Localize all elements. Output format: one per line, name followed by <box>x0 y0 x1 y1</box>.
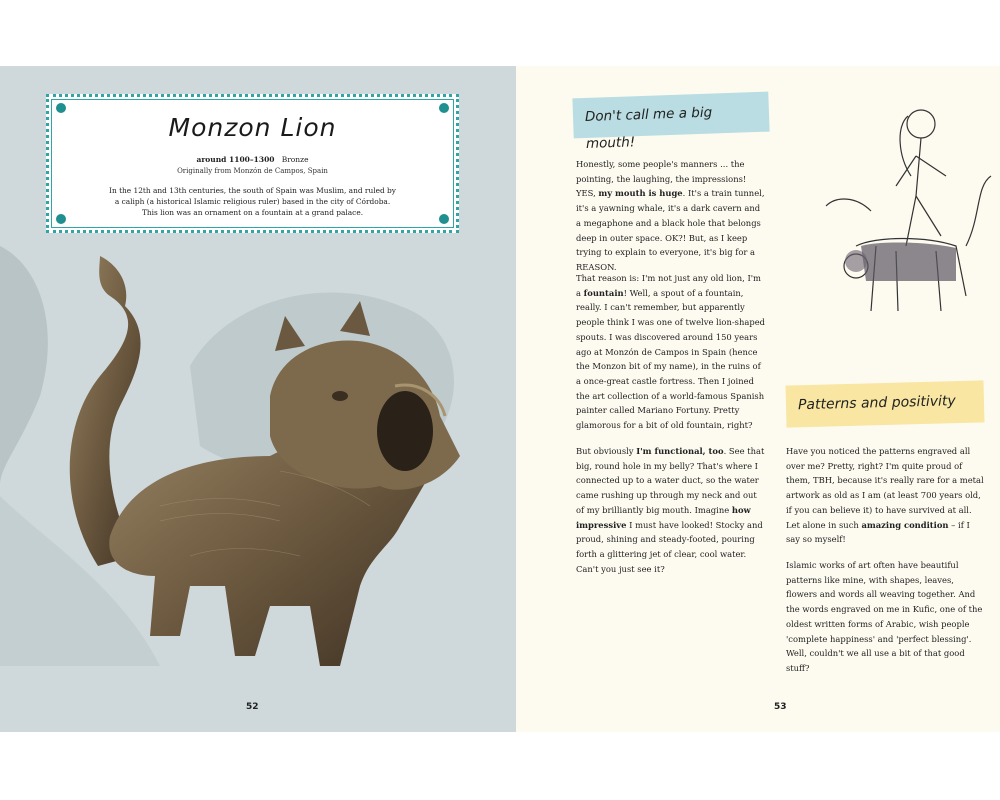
artwork-description: In the 12th and 13th centuries, the south of Spain was Muslim, and ruled by a caliph (a historical Islamic religious ruler) based in the city of Córdoba. This lion was an ornament on a fountain at a grand palace. <box>109 186 396 217</box>
corner-dot-icon <box>439 214 449 224</box>
text-run: But obviously <box>576 446 637 456</box>
bold-text: I'm functional, too <box>636 446 724 456</box>
corner-dot-icon <box>56 103 66 113</box>
bold-text: my mouth is huge <box>598 188 683 199</box>
right-page <box>516 66 1000 732</box>
text-run: . It's a train tunnel, it's a yawning whale, it's a dark cavern and a megaphone and a black hole that belongs deep in outer space. OK?! But, as I keep trying to explain to everyone, it's big for a REASON. <box>576 188 765 272</box>
book-spread <box>0 66 1000 732</box>
paragraph: Islamic works of art often have beautiful patterns like mine, with shapes, leaves, flowers and words all weaving together. And the words engraved on me in Kufic, one of the oldest written forms of Arabic, wish people 'complete happiness' and 'perfect blessing'. Well, couldn't we all use a bit of that good stuff? <box>786 560 983 673</box>
text-run: Honestly, some people's manners ... the pointing, the laughing, the impressions! YES, <box>576 159 747 199</box>
paragraph <box>576 444 766 576</box>
paragraph <box>576 157 766 275</box>
page-number: 52 <box>246 702 259 712</box>
corner-dot-icon <box>56 214 66 224</box>
heading-banner: Patterns and positivity <box>785 380 984 427</box>
text-run: I must have looked! Stocky and proud, shining and steady-footed, pouring forth a glittering jet of clear, cool water. Can't you just see it? <box>576 519 763 574</box>
heading-banner: Don't call me a big mouth! <box>572 92 769 139</box>
artwork-material: Bronze <box>281 155 309 164</box>
artwork-origin: Originally from Monzón de Campos, Spain <box>177 167 328 175</box>
text-run: – if I say so myself! <box>786 519 970 545</box>
text-run: That reason is: I'm not just any old lion, I'm a <box>576 273 761 298</box>
page-number: 53 <box>774 702 787 712</box>
bold-text: fountain <box>583 287 624 298</box>
left-page <box>0 66 516 732</box>
artwork-date: around 1100–1300 <box>196 155 275 164</box>
paragraph <box>786 444 986 547</box>
paragraph <box>576 271 766 433</box>
illustration-sketch <box>816 96 1000 346</box>
artwork-date-material <box>49 155 456 164</box>
text-run: Have you noticed the patterns engraved all over me? Pretty, right? I'm quite proud of them, TBH, because it's really rare for a metal artwork as old as I am (at least 700 years old, if you can believe it) to have survived at all. Let alone in such <box>786 446 984 530</box>
label-card <box>46 94 459 233</box>
artwork-title: Monzon Lion <box>168 113 337 142</box>
corner-dot-icon <box>439 103 449 113</box>
bold-text: amazing condition <box>861 519 949 530</box>
lion-sculpture-image <box>40 256 490 666</box>
text-run: ! Well, a spout of a fountain, really. I can't remember, but apparently people think I was one of twelve lion-shaped spouts. I was discovered around 150 years ago at Monzón de Campos in Spain (hence the Monzon bit of my name), in the ruins of a once-great castle fortress. Then I joined the art collection of a world-famous Spanish painter called Mariano Fortuny. Pretty glamorous for a bit of old fountain, right? <box>576 287 766 431</box>
bold-text: how impressive <box>576 504 751 530</box>
text-run: . See that big, round hole in my belly? That's where I connected up to a water duct, so the water came rushing up through my neck and out of my brilliantly big mouth. Imagine <box>576 446 765 515</box>
